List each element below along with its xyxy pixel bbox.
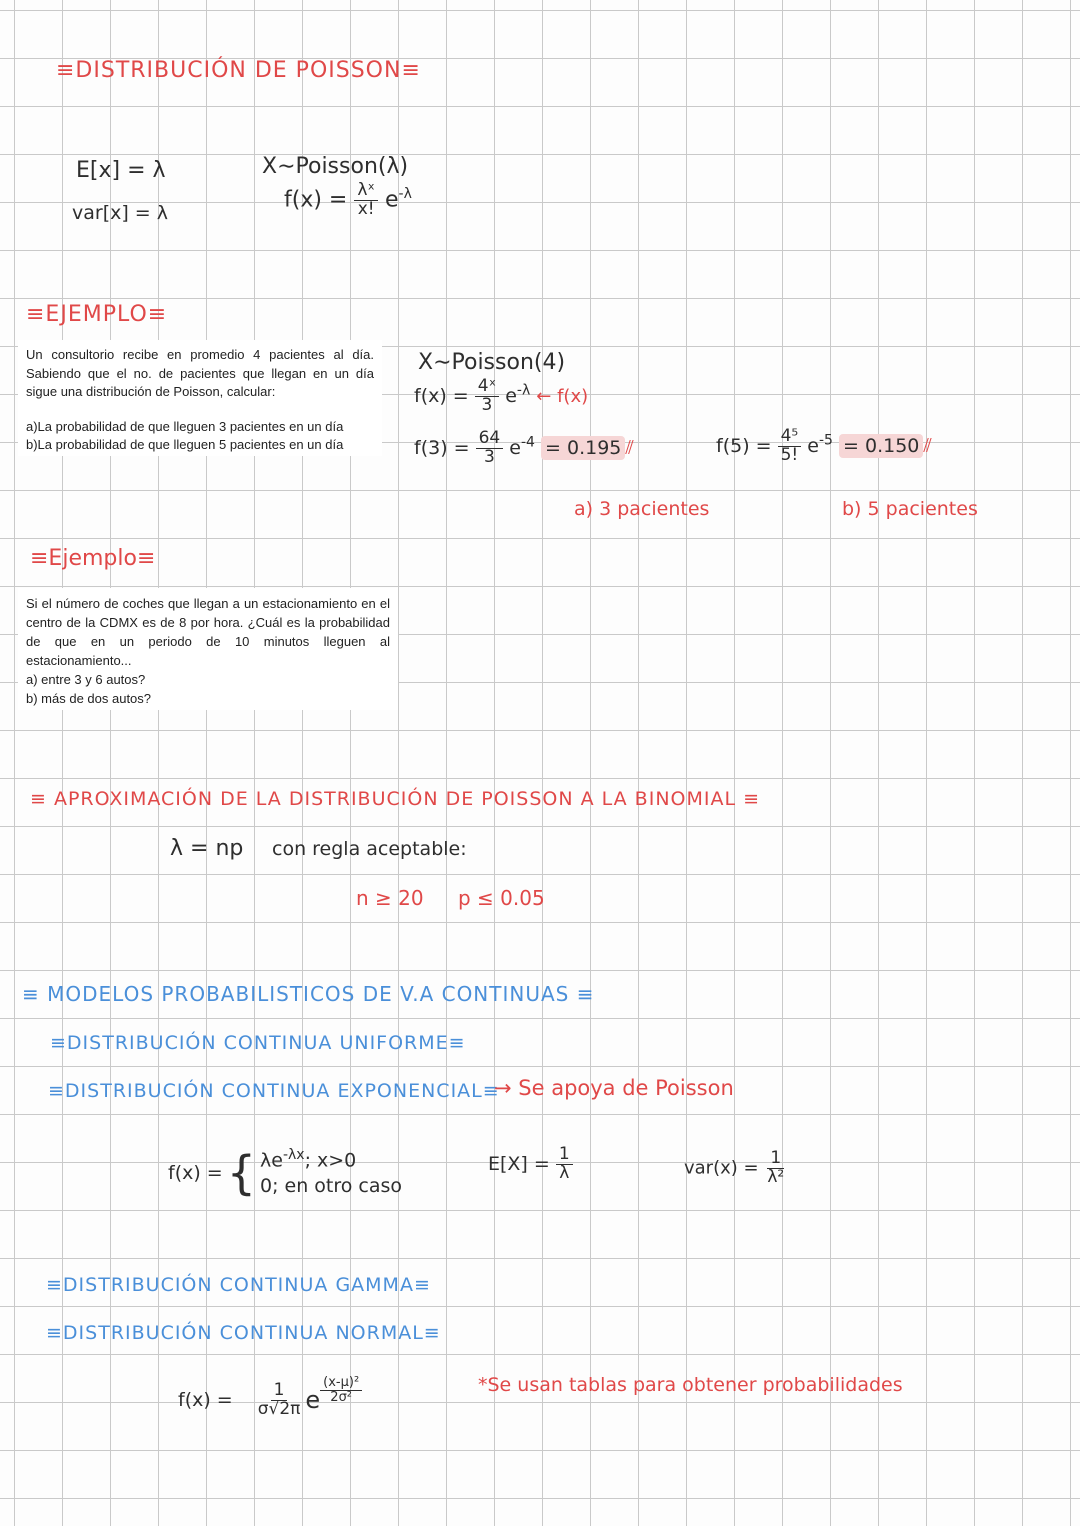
aprox-n: n ≥ 20 xyxy=(356,886,424,910)
ejemplo1-a: a)La probabilidad de que lleguen 3 pacientes en un día xyxy=(26,418,344,434)
aprox-heading: ≡ APROXIMACIÓN DE LA DISTRIBUCIÓN DE POISSON A LA BINOMIAL ≡ xyxy=(30,788,761,810)
aprox-lambda: λ = np xyxy=(170,836,244,861)
ejemplo1-f-exp: e xyxy=(505,384,517,407)
ejemplo1-f-num: 4ˣ xyxy=(475,378,499,397)
pmf-denominator: x! xyxy=(357,198,375,219)
ejemplo1-f xyxy=(414,378,588,415)
exponencial-note: → Se apoya de Poisson xyxy=(494,1076,734,1100)
ejemplo1-f3-label: a) 3 pacientes xyxy=(574,498,710,520)
pmf-lhs: f(x) = xyxy=(284,187,348,213)
exp-var: var(x) = $\frac{1}{\text{λ²}}$ xyxy=(684,1148,785,1187)
ejemplo1-heading: ≡EJEMPLO≡ xyxy=(26,302,168,327)
exp-case2: 0; en otro caso xyxy=(260,1174,403,1197)
ejemplo1-f5-fraction xyxy=(778,428,802,465)
ejemplo1-f-fraction xyxy=(475,378,499,415)
ejemplo2-b: b) más de dos autos? xyxy=(26,691,152,706)
aprox-regla: con regla aceptable: xyxy=(272,838,467,860)
pmf-exp-sup: -λ xyxy=(398,186,412,203)
ejemplo1-f5-exp: e xyxy=(807,434,819,457)
mean-formula: E[x] = λ xyxy=(76,158,166,183)
ejemplo1-f5-exp-sup: -5 xyxy=(819,432,833,449)
ejemplo1-text: Un consultorio recibe en promedio 4 pacientes al día. Sabiendo que el no. de pacientes que llegan en un día sigue una distribución de Poisson, calcular: xyxy=(26,347,374,399)
ejemplo1-f5-result: = 0.150 xyxy=(839,434,923,458)
ejemplo1-f3-den: 3 xyxy=(484,446,495,467)
ejemplo1-f-exp-sup: -λ xyxy=(516,382,531,399)
normal-heading: ≡DISTRIBUCIÓN CONTINUA NORMAL≡ xyxy=(46,1322,441,1344)
variance-formula: var[x] = λ xyxy=(72,202,169,224)
ejemplo1-f3-lhs: f(3) = xyxy=(414,436,470,459)
ejemplo1-f3 xyxy=(414,430,634,467)
pmf-numerator: λˣ xyxy=(354,182,378,201)
ejemplo2-box xyxy=(18,588,398,710)
tablas-note: *Se usan tablas para obtener probabilidades xyxy=(478,1374,903,1396)
ejemplo1-f5-lhs: f(5) = xyxy=(716,434,772,457)
exponencial-heading: ≡DISTRIBUCIÓN CONTINUA EXPONENCIAL≡ xyxy=(48,1080,500,1102)
gamma-heading: ≡DISTRIBUCIÓN CONTINUA GAMMA≡ xyxy=(46,1274,431,1296)
exp-mean: E[X] = $\frac{1}{\lambda}$ xyxy=(488,1146,573,1183)
ejemplo1-f5 xyxy=(716,428,932,465)
double-slash-icon: ⫽ xyxy=(625,436,634,459)
exp-case1: $\lambda e^{-\lambda x}$; x>0 xyxy=(260,1147,357,1172)
ejemplo1-f-lhs: f(x) = xyxy=(414,384,469,407)
pmf-fraction xyxy=(354,182,378,219)
ejemplo1-f3-fraction xyxy=(476,430,504,467)
ejemplo1-model: X∼Poisson(4) xyxy=(418,350,566,375)
ejemplo2-a: a) entre 3 y 6 autos? xyxy=(26,672,146,687)
ejemplo2-text: Si el número de coches que llegan a un estacionamiento en el centro de la CDMX es de 8 por hora. ¿Cuál es la probabilidad de que en un periodo de 10 minutos lleguen al estacionamiento... xyxy=(26,596,390,668)
ejemplo1-f3-result: = 0.195 xyxy=(541,436,625,460)
ejemplo1-f3-exp-sup: -4 xyxy=(521,434,535,451)
ejemplo1-f3-num: 64 xyxy=(476,430,504,449)
brace-icon: { xyxy=(226,1145,256,1200)
ejemplo1-f5-num: 4⁵ xyxy=(778,428,802,447)
ejemplo1-box xyxy=(18,340,382,456)
ejemplo1-f5-label: b) 5 pacientes xyxy=(842,498,978,520)
ejemplo1-f5-den: 5! xyxy=(780,444,799,465)
modelos-heading: ≡ MODELOS PROBABILISTICOS DE V.A CONTINUAS ≡ xyxy=(22,982,595,1006)
normal-pdf: f(x) = $\frac{1}{\sigma√2\pi}$ e $\frac{\text{(x-μ)²}}{\text{2σ²}}$ xyxy=(178,1382,362,1419)
ejemplo2-heading: ≡Ejemplo≡ xyxy=(30,546,156,571)
poisson-model: X∼Poisson(λ) xyxy=(262,154,409,179)
uniforme-heading: ≡DISTRIBUCIÓN CONTINUA UNIFORME≡ xyxy=(50,1032,466,1054)
ejemplo1-b: b)La probabilidad de que lleguen 5 pacientes en un día xyxy=(26,437,344,452)
ejemplo1-f3-exp: e xyxy=(509,436,521,459)
ejemplo1-f-note: ← f(x) xyxy=(536,385,589,407)
page-title: ≡DISTRIBUCIÓN DE POISSON≡ xyxy=(56,58,421,83)
double-slash-icon: ⫽ xyxy=(923,434,932,457)
poisson-pmf xyxy=(284,182,412,219)
pmf-exp: e xyxy=(384,187,399,213)
exp-pdf-lhs: f(x) = xyxy=(168,1161,223,1184)
ejemplo1-f-den: 3 xyxy=(481,394,493,415)
aprox-p: p ≤ 0.05 xyxy=(458,886,545,910)
exp-pdf xyxy=(168,1146,402,1200)
